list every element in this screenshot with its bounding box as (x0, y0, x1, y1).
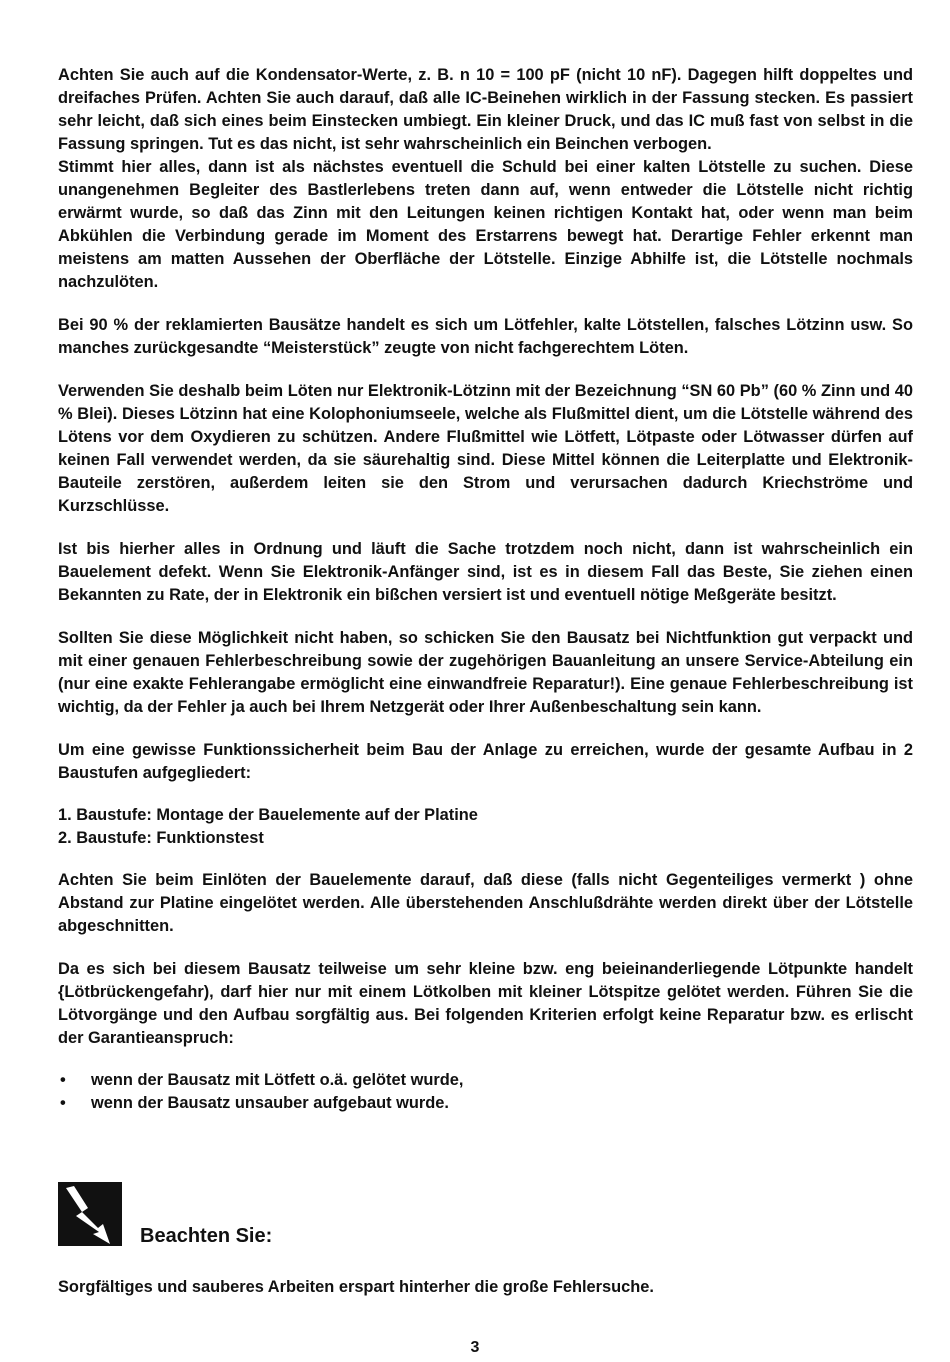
page-number: 3 (470, 1339, 480, 1356)
build-stage-list (58, 804, 913, 850)
warning-title: Beachten Sie: (140, 1225, 273, 1247)
paragraph-defective-component: Ist bis hierher alles in Ordnung und läuft die Sache trotzdem noch nicht, dann ist wahrscheinlich ein Bauelement defekt. Wenn Sie Elektronik-Anfänger sind, ist es in diesem Fall das Beste, Sie ziehen einen Bekannten zu Rate, der in Elektronik ein bißchen versiert ist und eventuell nötige Meßgeräte besitzt. (58, 540, 913, 604)
main-text (58, 64, 913, 1115)
paragraph-solder-faults: Bei 90 % der reklamierten Bausätze handelt es sich um Lötfehler, kalte Lötstellen, falsches Lötzinn usw. So manches zurückgesandte “Meisterstück” zeugte von nicht fachgerechtem Löten. (58, 316, 913, 357)
lightning-warning-icon (58, 1182, 122, 1246)
paragraph-solder-type: Verwenden Sie deshalb beim Löten nur Elektronik-Lötzinn mit der Bezeichnung “SN 60 Pb” (60 % Zinn und 40 % Blei). Dieses Lötzinn hat eine Kolophoniumseele, welche als Flußmittel dient, um die Lötstelle während des Lötens vor dem Oxydieren zu schützen. Andere Flußmittel wie Lötfett, Lötpaste oder Lötwasser dürfen auf keinen Fall verwendet werden, da sie säurehaltig sind. Diese Mittel können die Leiterplatte und Elektronik-Bauteile zerstören, außerdem leiten sie den Strom und verursachen dadurch Kriechströme und Kurzschlüsse. (58, 382, 913, 515)
warranty-exclusion-item: • wenn der Bausatz mit Lötfett o.ä. gelötet wurde, (58, 1069, 913, 1092)
paragraph-cold-solder-joint: Stimmt hier alles, dann ist als nächstes eventuell die Schuld bei einer kalten Lötstelle zu suchen. Diese unangenehmen Begleiter des Bastlerlebens treten dann auf, wenn entweder die Lötstelle nicht richtig erwärmt wurde, so daß das Zinn mit den Leitungen keinen richtigen Kontakt hat, oder wenn man beim Abkühlen die Verbindung gerade im Moment des Erstarrens bewegt hat. Derartige Fehler erkennt man meistens am matten Aussehen der Oberfläche der Lötstelle. Einzige Abhilfe ist, die Lötstelle nochmals nachzulöten. (58, 158, 913, 291)
warranty-exclusion-item: • wenn der Bausatz unsauber aufgebaut wurde. (58, 1092, 913, 1115)
paragraph-build-stages: Um eine gewisse Funktionssicherheit beim Bau der Anlage zu erreichen, wurde der gesamte Aufbau in 2 Baustufen aufgegliedert: (58, 741, 913, 782)
build-stage-item: 1. Baustufe: Montage der Bauelemente auf der Platine (58, 806, 478, 824)
warning-text: Sorgfältiges und sauberes Arbeiten erspart hinterher die große Fehlersuche. (58, 1278, 654, 1296)
paragraph-service: Sollten Sie diese Möglichkeit nicht haben, so schicken Sie den Bausatz bei Nichtfunktion gut verpackt und mit einer genauen Fehlerbeschreibung sowie der zugehörigen Bauanleitung an unsere Service-Abteilung ein (nur eine exakte Fehlerangabe ermöglicht eine einwandfreie Reparatur!). Eine genaue Fehlerbeschreibung ist wichtig, da der Fehler ja auch bei Ihrem Netzgerät oder Ihrer Außenbeschaltung sein kann. (58, 629, 913, 716)
warranty-exclusion-list (58, 1069, 913, 1115)
paragraph-warranty: Da es sich bei diesem Bausatz teilweise um sehr kleine bzw. eng beieinanderliegende Lötpunkte handelt {Lötbrückengefahr), darf hier nur mit einem Lötkolben mit kleiner Lötspitze gelötet werden. Führen Sie die Lötvorgänge und den Aufbau sorgfältig aus. Bei folgenden Kriterien erfolgt keine Reparatur bzw. es erlischt der Garantieanspruch: (58, 960, 913, 1047)
paragraph-capacitor-values: Achten Sie auch auf die Kondensator-Werte, z. B. n 10 = 100 pF (nicht 10 nF). Dagegen hilft doppeltes und dreifaches Prüfen. Achten Sie auch darauf, daß alle IC-Beinehen wirklich in der Fassung stecken. Es passiert sehr leicht, daß sich eines beim Einstecken umbiegt. Ein kleiner Druck, und das IC muß fast von selbst in die Fassung springen. Tut es das nicht, ist sehr wahrscheinlich ein Beinchen verbogen. (58, 66, 913, 153)
warning-box (58, 1182, 558, 1250)
paragraph-soldering-components: Achten Sie beim Einlöten der Bauelemente darauf, daß diese (falls nicht Gegenteiliges vermerkt ) ohne Abstand zur Platine eingelötet werden. Alle überstehenden Anschlußdrähte werden direkt über der Lötstelle abgeschnitten. (58, 871, 913, 935)
build-stage-item: 2. Baustufe: Funktionstest (58, 829, 264, 847)
